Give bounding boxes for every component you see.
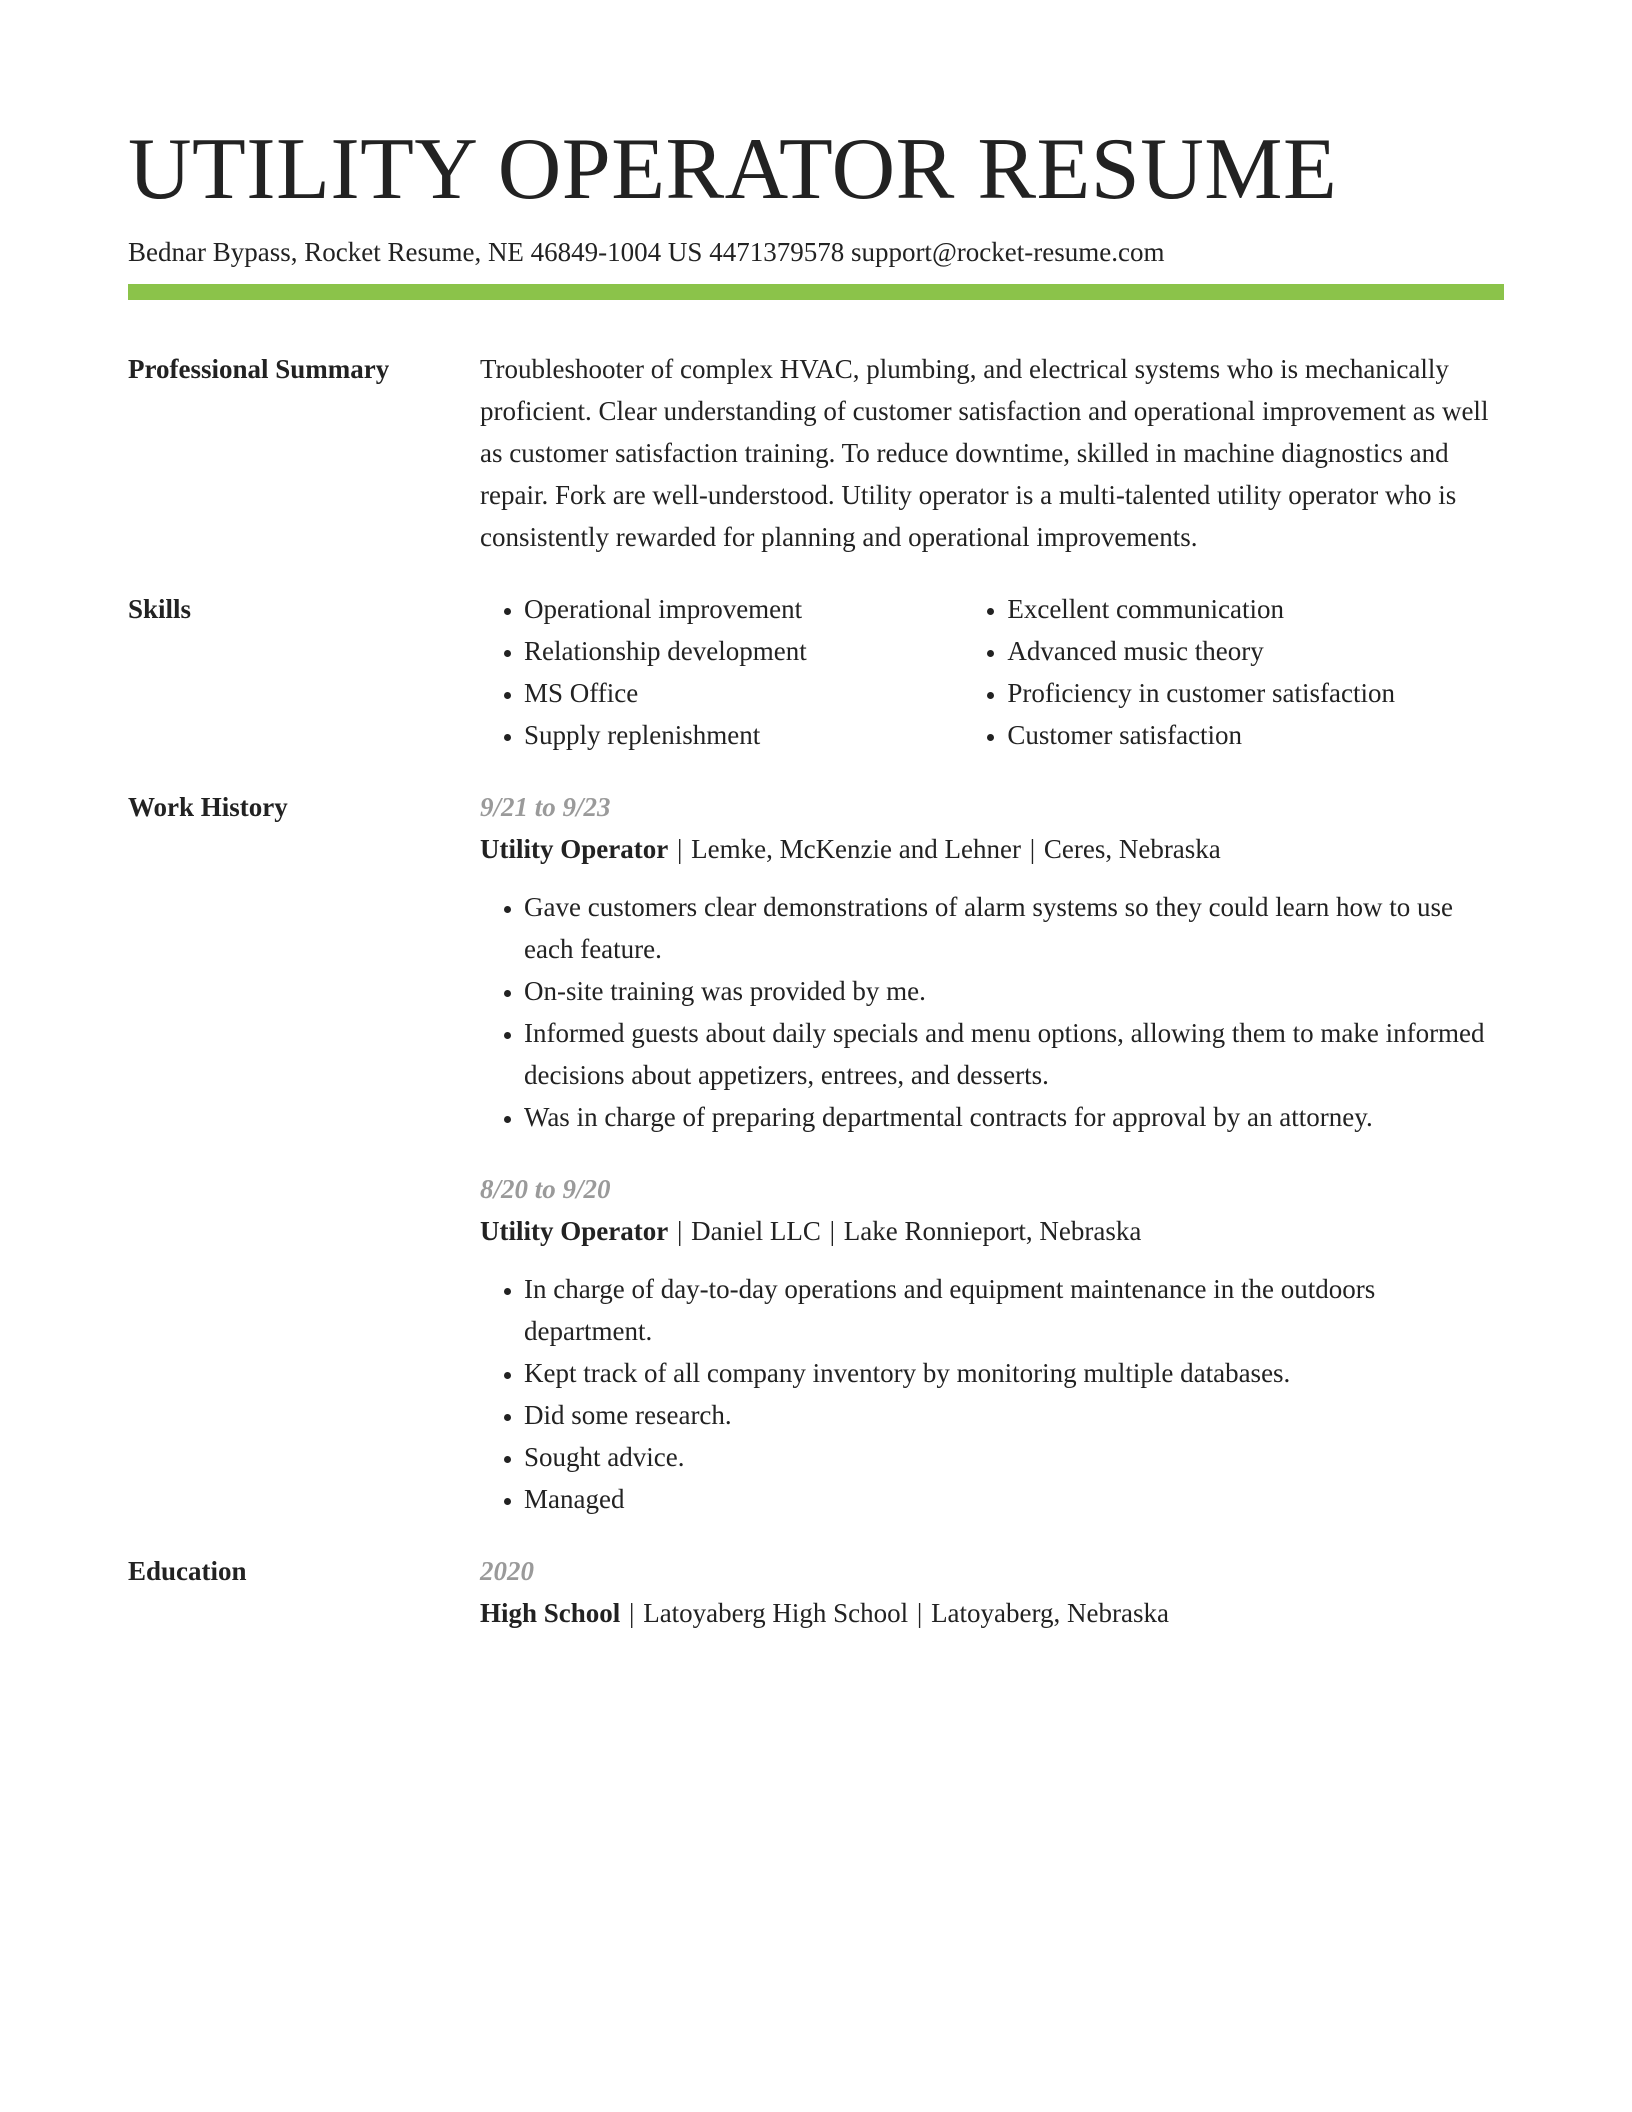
duty-item: • Gave customers clear demonstrations of alarm systems so they could learn how to use each feature. (524, 886, 1504, 970)
job-location: Ceres, Nebraska (1043, 834, 1221, 864)
job-role: Utility Operator (480, 1216, 669, 1246)
skill-item: • MS Office (524, 672, 963, 714)
job-dates: 8/20 to 9/20 (480, 1174, 611, 1204)
job-company: Daniel LLC (691, 1216, 821, 1246)
duty-item: • On-site training was provided by me. (524, 970, 1504, 1012)
duty-item: • Did some research. (524, 1394, 1504, 1436)
education-entry (480, 1550, 1504, 1634)
header-divider (128, 284, 1504, 300)
skills-heading: Skills (128, 594, 192, 624)
job-location: Lake Ronnieport, Nebraska (843, 1216, 1142, 1246)
education-location: Latoyaberg, Nebraska (931, 1598, 1169, 1628)
contact-address: Bednar Bypass, Rocket Resume, NE 46849-1004 US (128, 237, 703, 267)
work-history-heading: Work History (128, 792, 288, 822)
skills-column-left (480, 588, 963, 756)
job-duties (480, 886, 1504, 1138)
summary-section (128, 348, 1504, 558)
job-header: Utility Operator | Lemke, McKenzie and Lehner | Ceres, Nebraska (480, 834, 1221, 864)
skills-section (128, 588, 1504, 756)
education-section (128, 1550, 1504, 1634)
contact-phone: 4471379578 (709, 237, 845, 267)
skills-column-right (963, 588, 1504, 756)
summary-heading: Professional Summary (128, 354, 390, 384)
education-year: 2020 (480, 1556, 534, 1586)
contact-line (128, 234, 1504, 270)
duty-item: • In charge of day-to-day operations and equipment maintenance in the outdoors department. (524, 1268, 1504, 1352)
duty-item: • Kept track of all company inventory by monitoring multiple databases. (524, 1352, 1504, 1394)
resume-title: UTILITY OPERATOR RESUME (128, 121, 1338, 218)
skill-item: • Excellent communication (1007, 588, 1504, 630)
education-heading: Education (128, 1556, 247, 1586)
job-duties (480, 1268, 1504, 1520)
duty-item: • Was in charge of preparing departmental contracts for approval by an attorney. (524, 1096, 1504, 1138)
skill-item: • Relationship development (524, 630, 963, 672)
work-history-list (480, 786, 1504, 1520)
duty-item: • Sought advice. (524, 1436, 1504, 1478)
skill-item: • Customer satisfaction (1007, 714, 1504, 756)
skills-list (480, 588, 1504, 756)
summary-text: Troubleshooter of complex HVAC, plumbing, and electrical systems who is mechanically proficient. Clear understanding of customer satisfaction and operational improvement as well as customer satisfaction training. To reduce downtime, skilled in machine diagnostics and repair. Fork are well-understood. Utility operator is a multi-talented utility operator who is consistently rewarded for planning and operational improvements. (480, 354, 1489, 552)
contact-email: support@rocket-resume.com (850, 237, 1165, 267)
job-dates: 9/21 to 9/23 (480, 792, 611, 822)
job-role: Utility Operator (480, 834, 669, 864)
duty-item: • Informed guests about daily specials and menu options, allowing them to make informed decisions about appetizers, entrees, and desserts. (524, 1012, 1504, 1096)
skill-item: • Operational improvement (524, 588, 963, 630)
education-header: High School | Latoyaberg High School | Latoyaberg, Nebraska (480, 1598, 1169, 1628)
work-history-section (128, 786, 1504, 1520)
resume-page (128, 118, 1504, 1634)
skill-item: • Advanced music theory (1007, 630, 1504, 672)
education-school: Latoyaberg High School (643, 1598, 909, 1628)
job-entry (480, 1168, 1504, 1520)
skill-item: • Supply replenishment (524, 714, 963, 756)
duty-item: • Managed (524, 1478, 1504, 1520)
education-degree: High School (480, 1598, 621, 1628)
job-company: Lemke, McKenzie and Lehner (691, 834, 1021, 864)
skill-item: • Proficiency in customer satisfaction (1007, 672, 1504, 714)
job-entry (480, 786, 1504, 1138)
job-header: Utility Operator | Daniel LLC | Lake Ronnieport, Nebraska (480, 1216, 1142, 1246)
